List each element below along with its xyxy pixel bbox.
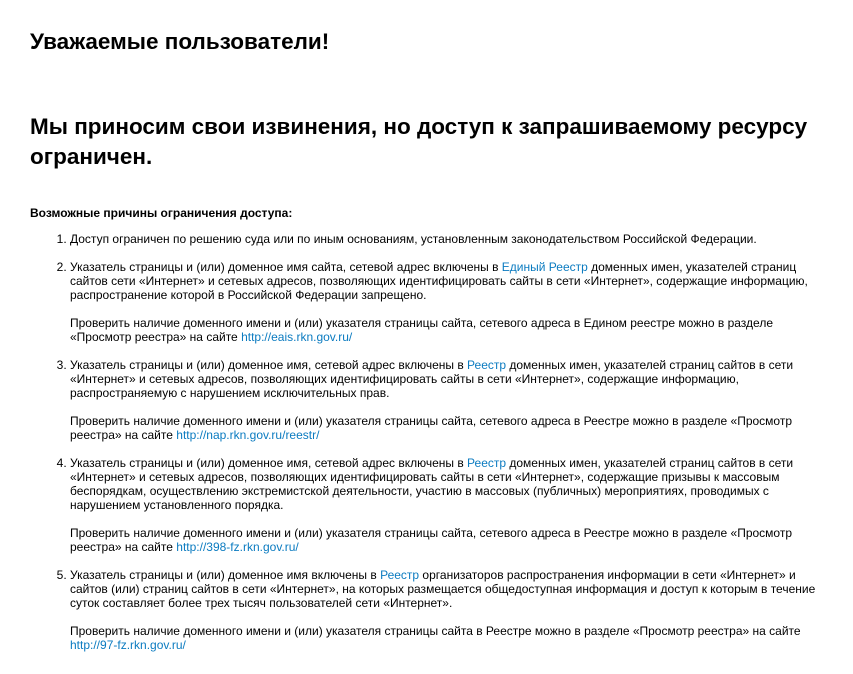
check-paragraph — [70, 316, 820, 344]
check-text: Проверить наличие доменного имени и (или) указателя страницы сайта в Реестре можно в разделе «Просмотр реестра» на сайте — [70, 624, 801, 638]
reason-text: 1. Доступ ограничен по решению суда или по иным основаниям, установленным законодательством Российской Федерации. — [70, 232, 757, 246]
reason-text — [70, 260, 820, 302]
reason-item-2 — [70, 260, 820, 344]
reason-text-before: Указатель страницы и (или) доменное имя, сетевой адрес включены в — [70, 456, 468, 470]
check-paragraph — [70, 526, 820, 554]
reason-text-after: доменных имен, указателей страниц сайтов в сети «Интернет» и сетевых адресов, позволяющих идентифицировать сайты в сети «Интернет», содержащие призывы к массовым беспорядкам, осуществлению экстремистской деятельности, участию в массовых (публичных) мероприятиях, проводимых с нарушением установленного порядка. — [70, 456, 794, 512]
check-text: Проверить наличие доменного имени и (или) указателя страницы сайта, сетевого адреса в Реестре можно в разделе «Просмотр реестра» на сайте — [70, 414, 793, 442]
registry-link[interactable]: Реестр — [380, 568, 420, 582]
reason-text-after: доменных имен, указателей страниц сайтов сети «Интернет» и сетевых адресов, позволяющих идентифицировать сайты в сети «Интернет», содержащие информацию, распространение которой в Российской Федерации запрещено. — [70, 260, 808, 302]
reason-item-5 — [70, 568, 820, 652]
reason-text-before: Указатель страницы и (или) доменное имя сайта, сетевой адрес включены в — [70, 260, 502, 274]
check-url-link[interactable]: http://eais.rkn.gov.ru/ — [241, 330, 353, 344]
check-url-link[interactable]: http://nap.rkn.gov.ru/reestr/ — [176, 428, 320, 442]
reason-text-after: доменных имен, указателей страниц сайтов в сети «Интернет» и сетевых адресов, позволяющих идентифицировать сайты в сети «Интернет», содержащие информацию, распространяемую с нарушением исключительных прав. — [70, 358, 794, 400]
apology-heading: Мы приносим свои извинения, но доступ к запрашиваемому ресурсу ограничен. — [30, 114, 808, 169]
reason-text-before: Указатель страницы и (или) доменное имя, сетевой адрес включены в — [70, 358, 468, 372]
registry-link[interactable]: Реестр — [467, 358, 507, 372]
reason-item-1 — [70, 232, 820, 246]
check-url-link[interactable]: http://398-fz.rkn.gov.ru/ — [176, 540, 299, 554]
reason-text — [70, 456, 820, 512]
reason-item-3 — [70, 358, 820, 442]
reason-text-after: организаторов распространения информации в сети «Интернет» и сайтов (или) страниц сайтов в сети «Интернет», на которых размещается общедоступная информация и доступ к которым в течение суток составляет более трех тысяч пользователей сети «Интернет». — [70, 568, 816, 610]
check-url-link[interactable]: http://97-fz.rkn.gov.ru/ — [70, 638, 186, 652]
registry-link[interactable]: Реестр — [467, 456, 507, 470]
reasons-title: Возможные причины ограничения доступа: — [30, 206, 293, 220]
check-paragraph — [70, 414, 820, 442]
check-text: Проверить наличие доменного имени и (или) указателя страницы сайта, сетевого адреса в Реестре можно в разделе «Просмотр реестра» на сайте — [70, 526, 793, 554]
reason-text — [70, 358, 820, 400]
greeting-heading: Уважаемые пользователи! — [30, 29, 330, 54]
reason-item-4 — [70, 456, 820, 554]
reason-text — [70, 568, 820, 610]
registry-link[interactable]: Единый Реестр — [501, 260, 588, 274]
check-paragraph — [70, 624, 820, 652]
reasons-list — [30, 232, 820, 666]
check-text: Проверить наличие доменного имени и (или) указателя страницы сайта, сетевого адреса в Едином реестре можно в разделе «Просмотр реестра» на сайте — [70, 316, 773, 344]
reason-text-before: Указатель страницы и (или) доменное имя включены в — [70, 568, 381, 582]
